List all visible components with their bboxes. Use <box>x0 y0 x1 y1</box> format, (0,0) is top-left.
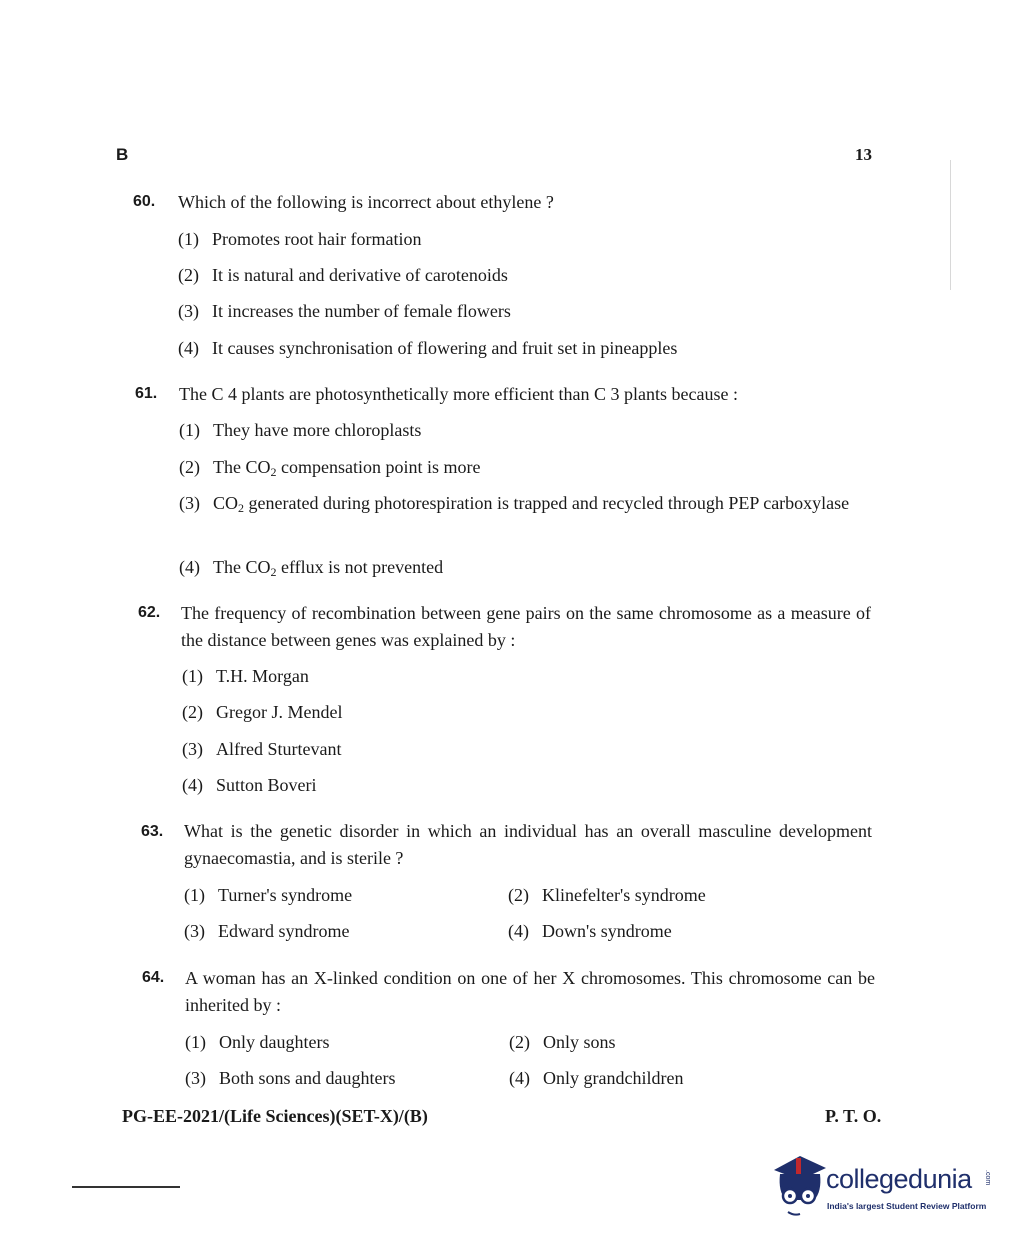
option-number: (2) <box>178 265 199 285</box>
option-number: (3) <box>184 921 205 941</box>
option-text: Down's syndrome <box>542 921 672 941</box>
set-letter: B <box>116 145 129 164</box>
option-number: (2) <box>508 885 529 905</box>
option-text: Promotes root hair formation <box>212 229 422 249</box>
option-text: Only daughters <box>219 1032 330 1052</box>
question-text: Which of the following is incorrect about ethylene ? <box>178 192 554 212</box>
option <box>185 1029 329 1056</box>
option-number: (2) <box>179 457 200 477</box>
question-number: 61. <box>135 385 158 402</box>
option <box>179 554 443 581</box>
brand-name: collegedunia <box>826 1164 972 1194</box>
option-number: (1) <box>182 666 203 686</box>
option-text: Only sons <box>543 1032 616 1052</box>
option <box>509 1029 616 1056</box>
option <box>182 699 342 726</box>
collegedunia-watermark <box>770 1152 995 1224</box>
option-number: (3) <box>179 493 200 513</box>
brand-tagline: India's largest Student Review Platform <box>827 1201 987 1211</box>
question-number: 62. <box>138 604 161 621</box>
question-text: What is the genetic disorder in which an individual has an overall masculine development gynaecomastia, and is sterile ? <box>184 821 872 868</box>
option-text: The $CO_2$ compensation point is more <box>213 457 481 479</box>
option <box>182 663 309 690</box>
option-number: (4) <box>179 557 200 577</box>
option-number: (4) <box>508 921 529 941</box>
option-number: (2) <box>509 1032 530 1052</box>
option <box>509 1065 683 1092</box>
option <box>184 882 352 909</box>
question-number: 60. <box>133 193 156 210</box>
option <box>178 335 677 362</box>
option-text: It increases the number of female flowers <box>212 301 511 321</box>
option-number: (4) <box>182 775 203 795</box>
option <box>178 262 508 289</box>
option-text: Only grandchildren <box>543 1068 684 1088</box>
option <box>185 1065 395 1092</box>
option <box>508 918 672 945</box>
option <box>179 454 480 481</box>
option-number: (3) <box>178 301 199 321</box>
option-text: Klinefelter's syndrome <box>542 885 706 905</box>
margin-rule <box>950 160 951 290</box>
question-text: The frequency of recombination between gene pairs on the same chromosome as a measure of the distance between genes was explained by : <box>181 603 871 650</box>
option-text: Edward syndrome <box>218 921 350 941</box>
option-text: Both sons and daughters <box>219 1068 396 1088</box>
option-text: T.H. Morgan <box>216 666 309 686</box>
option <box>182 736 341 763</box>
option-number: (1) <box>185 1032 206 1052</box>
option-number: (1) <box>178 229 199 249</box>
option <box>178 298 511 325</box>
question-number: 64. <box>142 969 165 986</box>
option-number: (2) <box>182 702 203 722</box>
option-text: They have more chloroplasts <box>213 420 422 440</box>
page-number: 13 <box>855 145 872 164</box>
option <box>182 772 317 799</box>
footer-divider <box>72 1186 180 1188</box>
option-text: Sutton Boveri <box>216 775 317 795</box>
option-number: (1) <box>184 885 205 905</box>
question-text: The C 4 plants are photosynthetically more efficient than C 3 plants because : <box>179 384 739 404</box>
question-number: 63. <box>141 823 164 840</box>
option <box>178 226 421 253</box>
option-text: Turner's syndrome <box>218 885 353 905</box>
paper-code: PG-EE-2021/(Life Sciences)(SET-X)/(B) <box>122 1106 428 1126</box>
option-text: The $CO_2$ efflux is not prevented <box>213 557 444 579</box>
option-text: It is natural and derivative of carotenoids <box>212 265 508 285</box>
graduate-mascot-icon <box>770 1152 828 1222</box>
option <box>179 417 421 444</box>
option-number: (3) <box>182 739 203 759</box>
option-number: (4) <box>178 338 199 358</box>
option-text: It causes synchronisation of flowering and fruit set in pineapples <box>212 338 678 358</box>
option-number: (3) <box>185 1068 206 1088</box>
question-text: A woman has an X-linked condition on one of her X chromosomes. This chromosome can be inherited by : <box>185 968 875 1015</box>
option-text: Alfred Sturtevant <box>216 739 342 759</box>
option <box>508 882 706 909</box>
option-text: $CO_2$ generated during photorespiration is trapped and recycled through PEP carboxylase <box>213 493 850 515</box>
option-text: Gregor J. Mendel <box>216 702 343 722</box>
option <box>179 490 869 517</box>
option-number: (4) <box>509 1068 530 1088</box>
option <box>184 918 349 945</box>
brand-domain: .com <box>984 1170 991 1186</box>
option-number: (1) <box>179 420 200 440</box>
pto-label: P. T. O. <box>825 1106 882 1126</box>
